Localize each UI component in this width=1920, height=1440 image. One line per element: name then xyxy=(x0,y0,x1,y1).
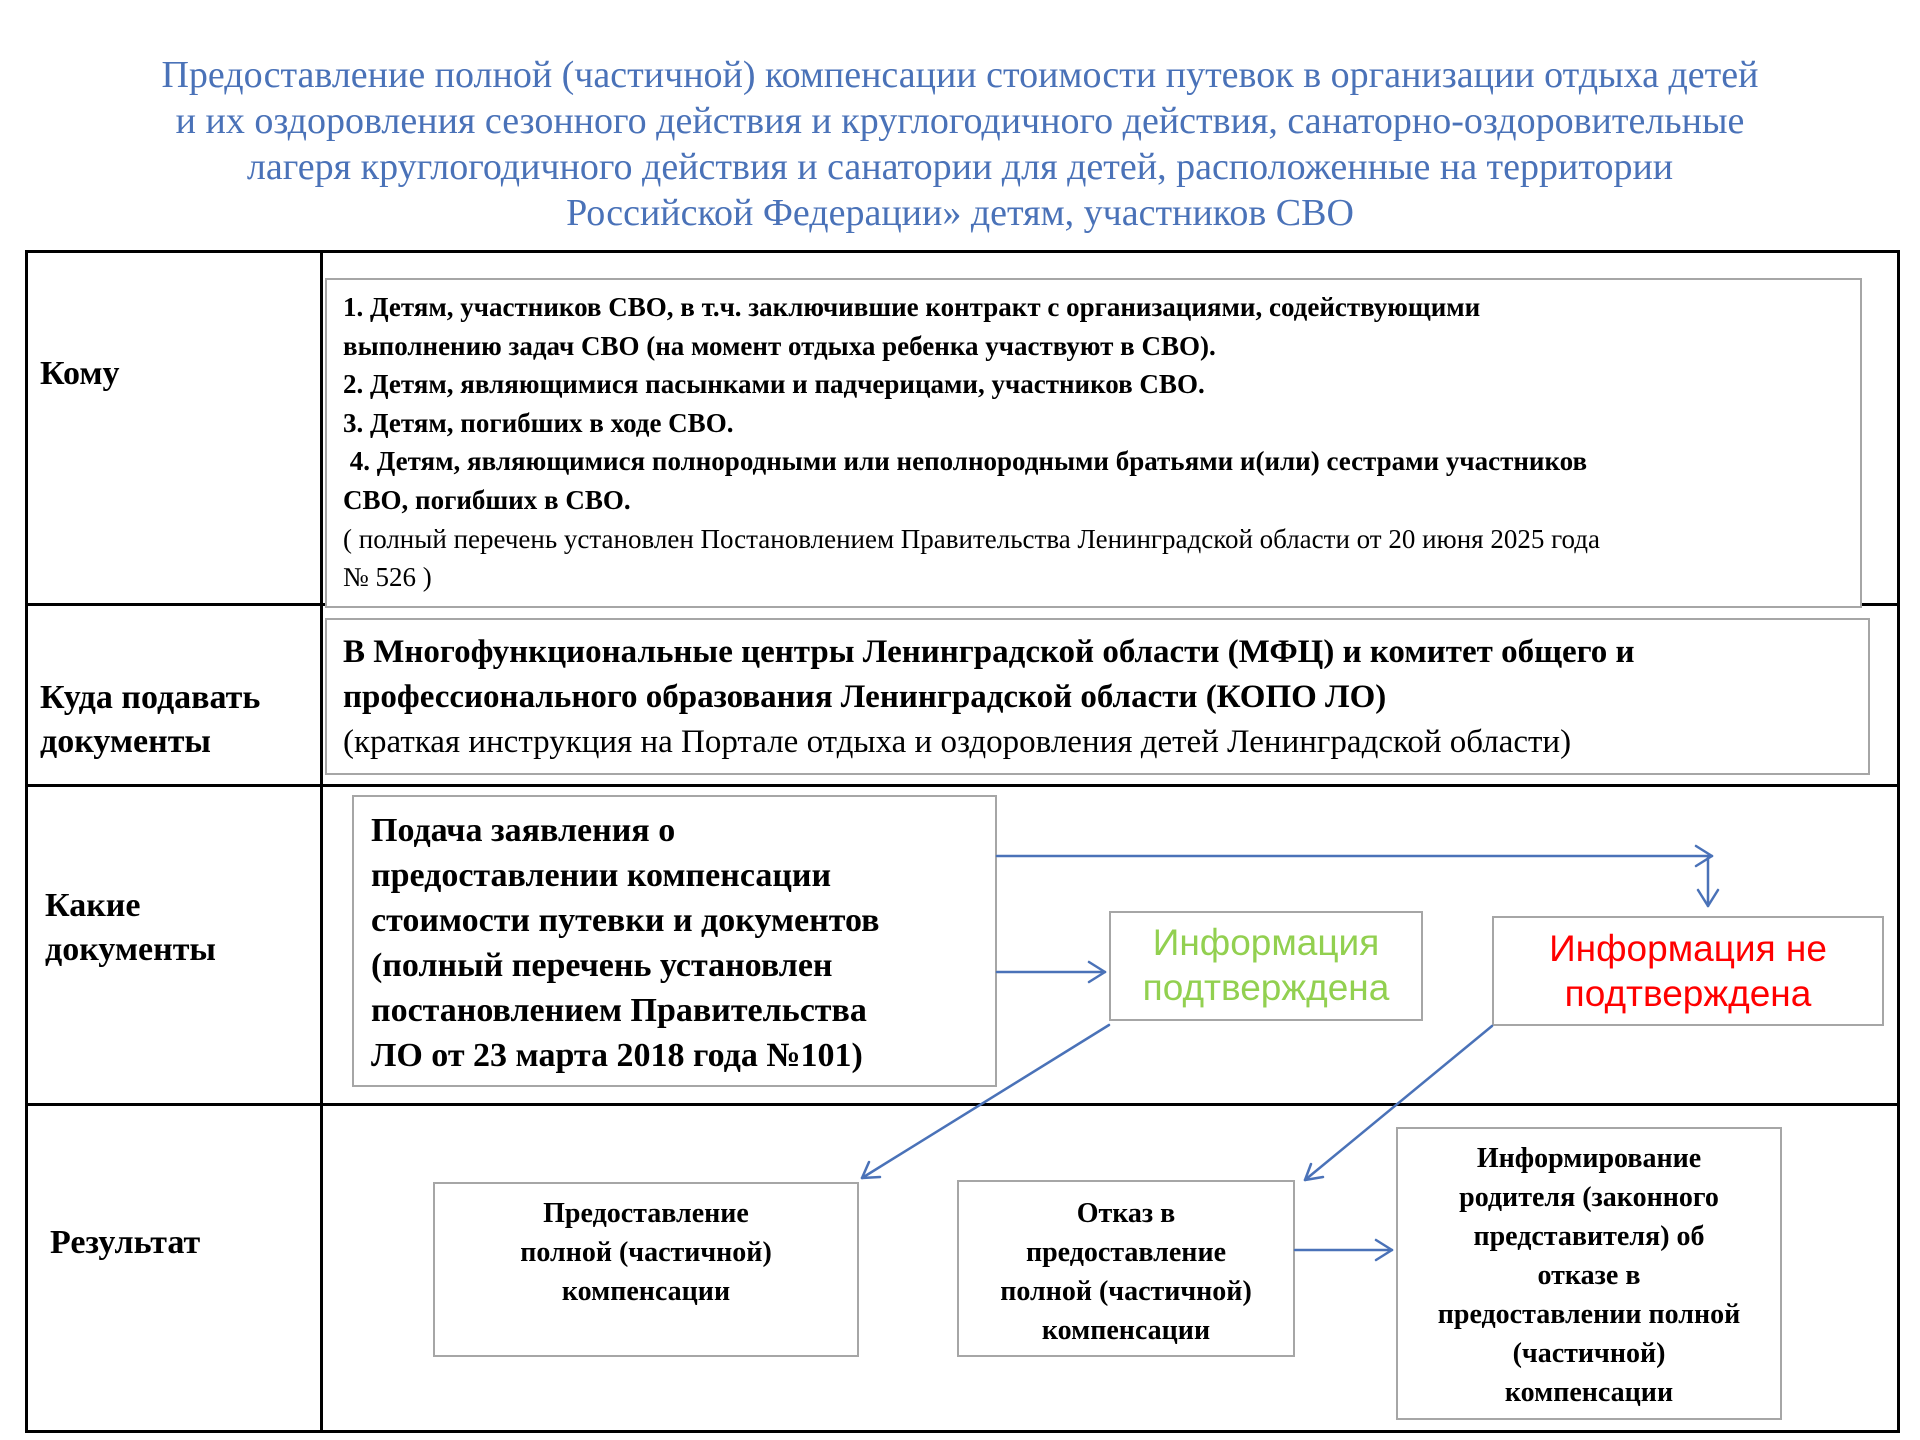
refusal-line: полной (частичной) xyxy=(1000,1276,1252,1307)
recipient-line: 2. Детям, являющимися пасынками и падчерицами, участников СВО. xyxy=(343,369,1205,400)
row-label-line: Какие xyxy=(45,887,141,924)
row-label-line: документы xyxy=(45,931,216,968)
title-line: Предоставление полной (частичной) компенсации стоимости путевок в организации отдыха детей xyxy=(161,54,1759,96)
refusal-line: компенсации xyxy=(1041,1315,1211,1346)
application-line: (полный перечень установлен xyxy=(371,947,833,984)
info-not-confirmed-line: Информация не xyxy=(1549,928,1827,969)
application-line: постановлением Правительства xyxy=(371,992,867,1029)
row-label-result: Результат xyxy=(50,1224,201,1261)
inform-line: Информирование xyxy=(1476,1143,1702,1174)
application-line: Подача заявления о xyxy=(371,812,676,849)
application-line: ЛО от 23 марта 2018 года №101) xyxy=(371,1037,863,1074)
inform-line: предоставлении полной xyxy=(1437,1299,1741,1330)
refusal-line: Отказ в xyxy=(1076,1198,1176,1229)
row-label-komu: Кому xyxy=(40,355,120,392)
submission-note: (краткая инструкция на Портале отдыха и оздоровления детей Ленинградской области) xyxy=(343,724,1572,760)
info-confirmed-line: Информация xyxy=(1152,922,1380,963)
inform-line: представителя) об xyxy=(1473,1221,1705,1252)
arrow-to-grant xyxy=(862,1025,1109,1178)
grant-line: компенсации xyxy=(561,1276,731,1307)
title-line: лагеря круглогодичного действия и санатории для детей, расположенные на территории xyxy=(246,146,1674,188)
grant-line: полной (частичной) xyxy=(520,1237,772,1268)
row-label-line: документы xyxy=(40,723,211,760)
inform-line: компенсации xyxy=(1504,1377,1674,1408)
info-confirmed-line: подтверждена xyxy=(1142,967,1390,1008)
title-line: и их оздоровления сезонного действия и круглогодичного действия, санаторно-оздоровительные xyxy=(175,100,1745,142)
recipient-line: 4. Детям, являющимися полнородными или неполнородными братьями и(или) сестрами участников xyxy=(343,446,1588,477)
inform-line: родителя (законного xyxy=(1459,1182,1719,1213)
recipient-line: 1. Детям, участников СВО, в т.ч. заключившие контракт с организациями, содействующими xyxy=(343,292,1481,322)
recipient-note-line: ( полный перечень установлен Постановлением Правительства Ленинградской области от 20 июня 2025 года xyxy=(343,523,1600,554)
arrow-to-refusal xyxy=(1305,1026,1492,1180)
info-not-confirmed-line: подтверждена xyxy=(1564,973,1812,1014)
row-label-line: Куда подавать xyxy=(40,679,261,716)
recipient-line: СВО, погибших в СВО. xyxy=(343,484,631,515)
application-line: предоставлении компенсации xyxy=(371,857,832,894)
refusal-line: предоставление xyxy=(1025,1237,1227,1268)
recipient-note-line: № 526 ) xyxy=(343,562,432,593)
submission-line: профессионального образования Ленинградской области (КОПО ЛО) xyxy=(343,679,1387,715)
inform-line: отказе в xyxy=(1537,1260,1641,1291)
title-line: Российской Федерации» детям, участников СВО xyxy=(566,192,1354,234)
recipient-line: 3. Детям, погибших в ходе СВО. xyxy=(343,407,734,438)
inform-line: (частичной) xyxy=(1512,1338,1666,1369)
recipient-line: выполнению задач СВО (на момент отдыха ребенка участвуют в СВО). xyxy=(343,330,1216,361)
grant-line: Предоставление xyxy=(543,1198,749,1229)
submission-line: В Многофункциональные центры Ленинградской области (МФЦ) и комитет общего и xyxy=(343,634,1635,670)
application-line: стоимости путевки и документов xyxy=(371,902,880,939)
